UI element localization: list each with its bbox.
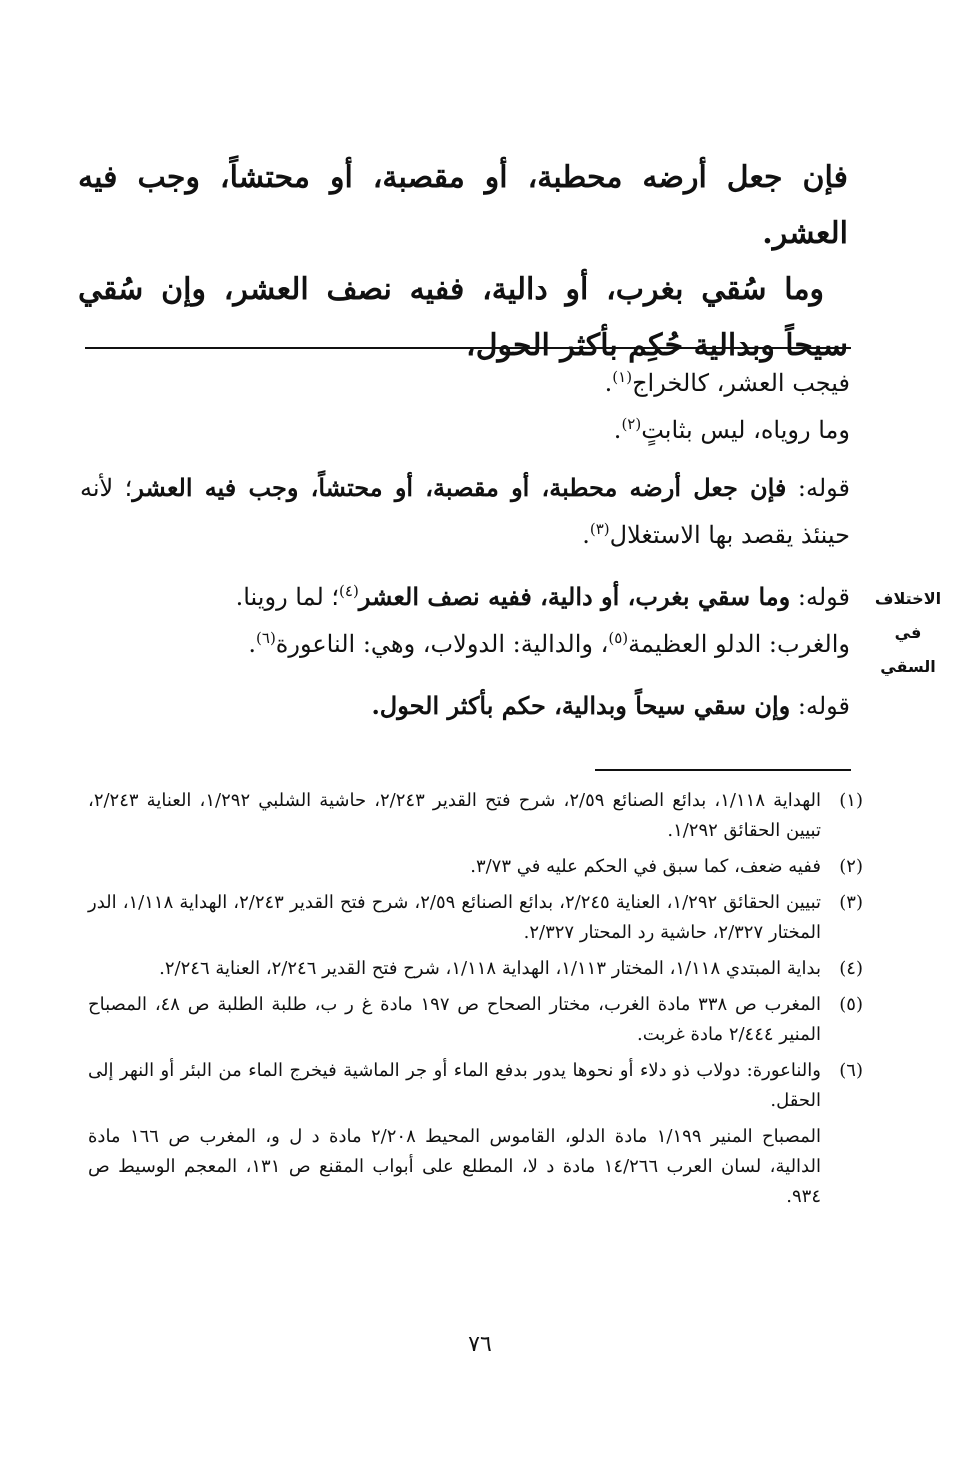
footnote-1: [88, 786, 863, 846]
footnote-number: (٣): [839, 892, 863, 913]
margin-note: [866, 582, 950, 684]
footnote-ref: (٤): [339, 582, 359, 600]
matn-divider: [85, 347, 851, 349]
commentary-paragraph-4: [80, 573, 850, 621]
commentary-paragraph-1: [80, 360, 850, 407]
commentary-punct: .: [613, 416, 622, 444]
footnote-5: [88, 990, 863, 1050]
footnote-text: بداية المبتدي ١/١١٨، المختار ١/١١٣، الهداية ١/١١٨، شرح فتح القدير ٢/٢٤٦، العناية ٢/٢٤٦.: [159, 958, 821, 979]
footnote-4: [88, 954, 863, 984]
margin-note-line-2: في السقي: [880, 623, 936, 676]
commentary-paragraph-3: [80, 464, 850, 559]
footnote-ref: (٣): [589, 520, 610, 538]
quoted-matn: وما سقي بغرب، أو دالية، ففيه نصف العشر: [358, 582, 791, 611]
commentary-punct: .: [582, 521, 590, 549]
commentary-text: ، والدالية: الدولاب، وهي: الناعورة: [275, 630, 609, 658]
footnote-divider: [595, 769, 851, 771]
commentary-text: فيجب العشر، كالخراج: [632, 369, 850, 397]
commentary-block: [80, 360, 850, 730]
quoted-matn: وإن سقي سيحاً وبدالية، حكم بأكثر الحول.: [371, 691, 791, 720]
matn-line-2: وما سُقي بغرب، أو دالية، ففيه نصف العشر، وإن سُقي سيحاً وبدالية حُكِم بأكثر الحول،: [78, 272, 848, 363]
commentary-text: وما روياه، ليس بثابتٍ: [641, 416, 850, 444]
matn-line-1: فإن جعل أرضه محطبة، أو مقصبة، أو محتشاً، وجب فيه العشر.: [78, 160, 848, 251]
footnote-text: ففيه ضعف، كما سبق في الحكم عليه في ٣/٧٣.: [470, 856, 821, 877]
footnote-6-sources: المصباح المنير ١/١٩٩ مادة الدلو، القاموس المحيط ٢/٢٠٨ مادة د ل و، المغرب ص ١٦٦ مادة الدالية، لسان العرب ١٤/٢٦٦ مادة د لا، المطلع على أبواب المقنع ص ١٣١، المعجم الوسيط ص ٩٣٤.: [88, 1126, 821, 1207]
commentary-text: والغرب: الدلو العظيمة: [628, 630, 850, 658]
quote-prefix: قوله:: [797, 692, 850, 720]
footnote-number: (٤): [839, 958, 863, 979]
footnote-number: (٢): [839, 856, 863, 877]
footnote-number: (٦): [839, 1060, 863, 1081]
commentary-paragraph-5: [80, 621, 850, 668]
footnote-2: [88, 852, 863, 882]
footnote-ref: (٥): [608, 629, 629, 647]
footnote-text: المغرب ص ٣٣٨ مادة الغرب، مختار الصحاح ص ١٩٧ مادة غ ر ب، طلبة الطلبة ص ٤٨، المصباح المنير ٢/٤٤٤ مادة غربت.: [88, 994, 821, 1045]
page-number: ٧٦: [468, 1332, 492, 1357]
quote-prefix: قوله:: [797, 474, 850, 502]
commentary-text: ؛ لأنه حينئذ يقصد بها الاستغلال: [80, 474, 850, 549]
commentary-punct: .: [604, 369, 613, 397]
commentary-text: ؛ لما روينا.: [235, 583, 340, 611]
quote-prefix: قوله:: [797, 583, 850, 611]
footnote-3: [88, 888, 863, 948]
footnote-ref: (٦): [256, 629, 276, 647]
footnote-text: تبيين الحقائق ١/٢٩٢، العناية ٢/٢٤٥، بدائع الصنائع ٢/٥٩، شرح فتح القدير ٢/٢٤٣، الهداية ١/١١٨، الدر المختار ٢/٣٢٧، حاشية رد المحتار ٢/٣٢٧.: [88, 892, 822, 943]
footnote-number: (٥): [839, 994, 863, 1015]
footnote-6: [88, 1056, 863, 1116]
footnote-ref: (٢): [621, 415, 642, 433]
quoted-matn: فإن جعل أرضه محطبة، أو مقصبة، أو محتشاً، وجب فيه العشر: [132, 473, 787, 502]
footnote-number: (١): [839, 790, 863, 811]
commentary-punct: .: [248, 630, 257, 658]
matn-block: [78, 150, 848, 374]
margin-note-line-1: الاختلاف: [874, 589, 942, 608]
footnote-text: والناعورة: دولاب ذو دلاء أو نحوها يدور بدفع الماء أو جر الماشية فيخرج الماء من البئر أو النهر إلى الحقل.: [88, 1060, 821, 1111]
commentary-paragraph-2: [80, 407, 850, 454]
commentary-paragraph-6: [80, 682, 850, 730]
footnote-ref: (١): [612, 368, 633, 386]
footnote-text: الهداية ١/١١٨، بدائع الصنائع ٢/٥٩، شرح فتح القدير ٢/٢٤٣، حاشية الشلبي ١/٢٩٢، العناية ٢/٢٤٣، تبيين الحقائق ١/٢٩٢.: [88, 790, 822, 841]
footnotes-block: [88, 786, 863, 1212]
